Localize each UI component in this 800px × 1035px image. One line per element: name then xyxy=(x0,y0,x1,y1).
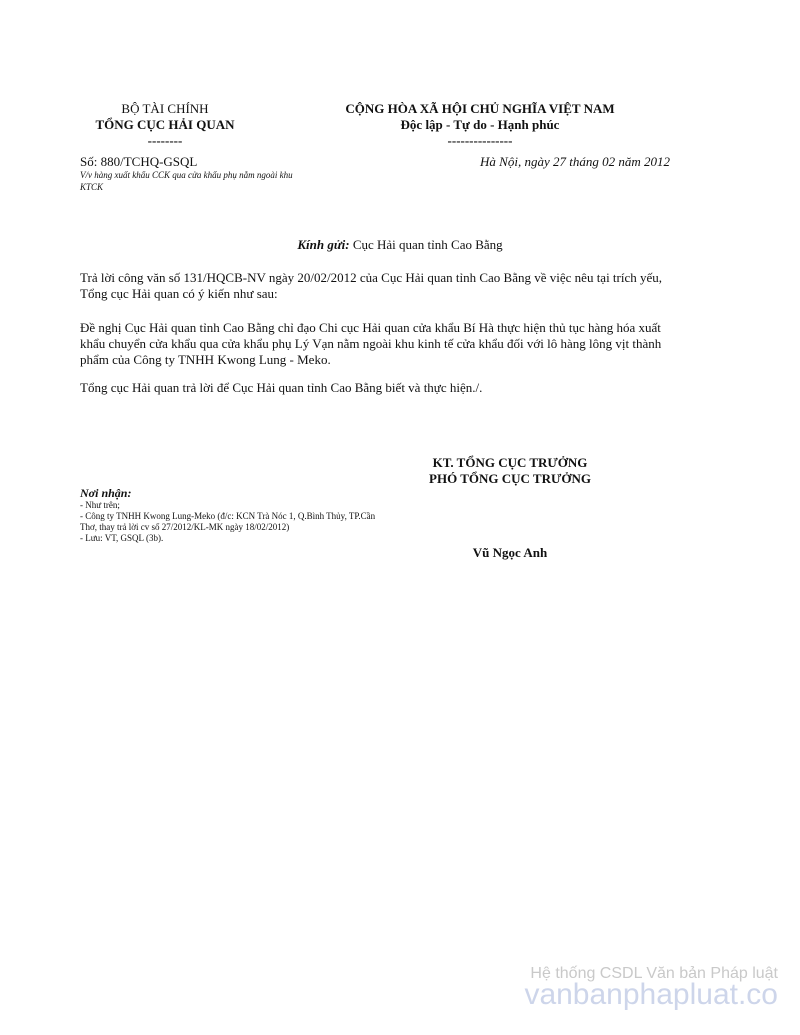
receiver-item: - Như trên; xyxy=(80,500,120,510)
signer-title-block xyxy=(400,455,620,487)
document-number: Số: 880/TCHQ-GSQL xyxy=(80,154,198,169)
recipient-name: Cục Hải quan tỉnh Cao Bằng xyxy=(349,237,503,252)
watermark-text: Hệ thống CSDL Văn bản Pháp luật xyxy=(530,965,778,982)
header-left-separator: -------- xyxy=(147,133,183,148)
signer-title-line1: KT. TỔNG CỤC TRƯỞNG xyxy=(432,455,588,470)
recipient-line xyxy=(0,237,800,253)
issuer-header xyxy=(80,101,250,149)
national-header xyxy=(320,101,640,149)
national-motto: Độc lập - Tự do - Hạnh phúc xyxy=(400,117,560,132)
body-paragraph: Đề nghị Cục Hải quan tỉnh Cao Bằng chỉ đạo Chi cục Hải quan cửa khẩu Bí Hà thực hiện thủ tục hàng hóa xuất khẩu chuyển cửa khẩu qua cửa khẩu phụ Lý Vạn nằm ngoài khu kinh tế cửa khẩu đối với lô hàng lông vịt thành phẩm của Công ty TNHH Kwong Lung - Meko. xyxy=(80,320,662,367)
body-paragraph: Trả lời công văn số 131/HQCB-NV ngày 20/02/2012 của Cục Hải quan tỉnh Cao Bằng về việc nêu tại trích yếu, Tổng cục Hải quan có ý kiến như sau: xyxy=(80,270,663,301)
receivers-block xyxy=(80,486,380,544)
recipient-label: Kính gửi: xyxy=(297,237,350,252)
receiver-item: - Lưu: VT, GSQL (3b). xyxy=(80,533,164,543)
signer-title-line2: PHÓ TỔNG CỤC TRƯỞNG xyxy=(429,471,591,486)
receivers-title: Nơi nhận: xyxy=(80,486,132,500)
department-name: TỔNG CỤC HẢI QUAN xyxy=(95,117,235,132)
ministry-name: BỘ TÀI CHÍNH xyxy=(121,101,209,116)
nation-name: CỘNG HÒA XÃ HỘI CHỦ NGHĨA VIỆT NAM xyxy=(345,101,615,116)
document-date: Hà Nội, ngày 27 tháng 02 năm 2012 xyxy=(480,154,670,169)
document-subject: V/v hàng xuất khẩu CCK qua cửa khẩu phụ nằm ngoài khu KTCK xyxy=(80,170,293,192)
signer-name: Vũ Ngọc Anh xyxy=(472,545,548,560)
watermark-domain: vanbanphapluat.co xyxy=(524,978,778,1011)
receiver-item: - Công ty TNHH Kwong Lung-Meko (đ/c: KCN Trà Nóc 1, Q.Bình Thủy, TP.Cần Thơ, thay trả lời cv số 27/2012/KL-MK ngày 18/02/2012) xyxy=(80,511,376,532)
header-right-separator: --------------- xyxy=(447,133,513,148)
body-paragraph: Tổng cục Hải quan trả lời để Cục Hải quan tỉnh Cao Bằng biết và thực hiện./. xyxy=(80,380,483,395)
